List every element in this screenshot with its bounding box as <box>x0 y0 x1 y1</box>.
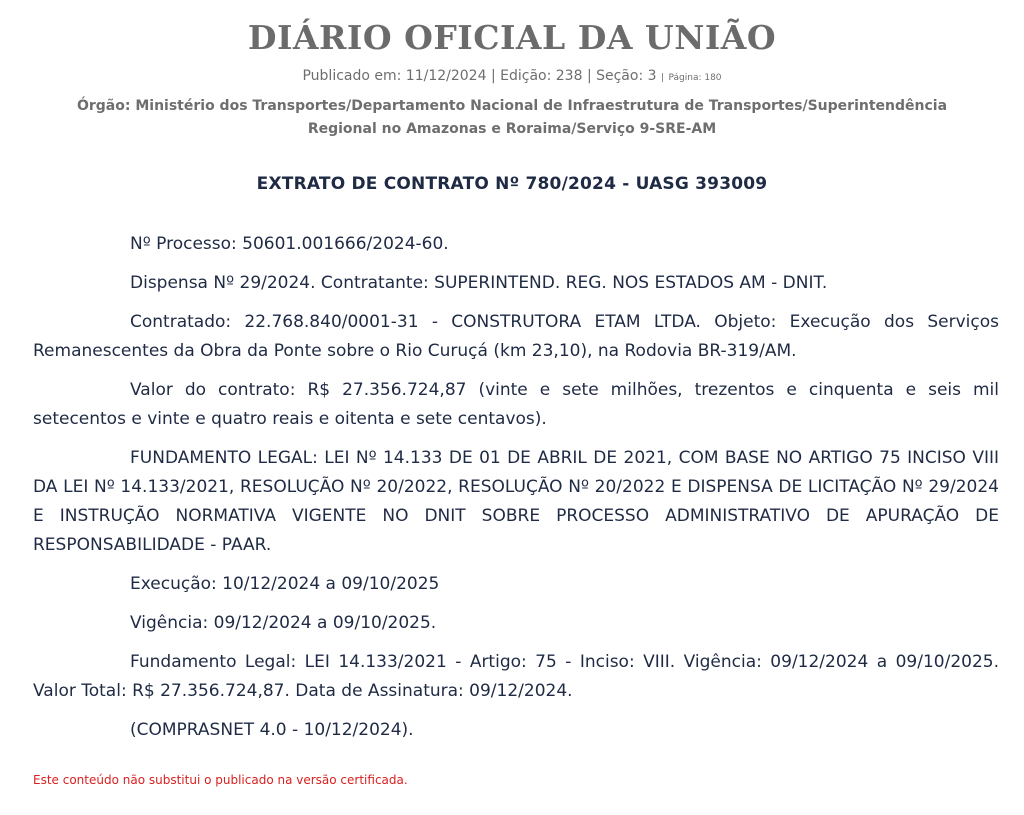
separator: | <box>586 68 592 84</box>
paragraph-vigencia: Vigência: 09/12/2024 a 09/10/2025. <box>130 613 437 633</box>
paragraph-execucao: Execução: 10/12/2024 a 09/10/2025 <box>130 574 440 594</box>
page-title: DIÁRIO OFICIAL DA UNIÃO <box>247 18 777 57</box>
page-number: Página: 180 <box>668 73 722 83</box>
page-header <box>0 0 1024 141</box>
paragraph-fundamento-legal: Fundamento Legal: LEI 14.133/2021 - Artigo: 75 - Inciso: VIII. Vigência: 09/12/2024 a 09/10/2025. Valor Total: R$ 27.356.724,87. Data de Assinatura: 09/12/2024. <box>33 652 999 701</box>
edition-number: Edição: 238 <box>500 68 583 84</box>
orgao-line: Órgão: Ministério dos Transportes/Departamento Nacional de Infraestrutura de Transportes/Superintendência Regional no Amazonas e Roraima/Serviço 9-SRE-AM <box>76 98 948 137</box>
paragraph-comprasnet: (COMPRASNET 4.0 - 10/12/2024). <box>130 720 414 740</box>
document-body <box>33 230 999 755</box>
publication-info <box>0 67 1024 87</box>
published-date: Publicado em: 11/12/2024 <box>302 68 487 84</box>
paragraph-contratado: Contratado: 22.768.840/0001-31 - CONSTRUTORA ETAM LTDA. Objeto: Execução dos Serviços Remanescentes da Obra da Ponte sobre o Rio Curuçá (km 23,10), na Rodovia BR-319/AM. <box>33 312 999 361</box>
section-number: Seção: 3 <box>596 68 657 84</box>
paragraph-processo: Nº Processo: 50601.001666/2024-60. <box>130 234 449 254</box>
separator: | <box>660 73 665 83</box>
paragraph-valor: Valor do contrato: R$ 27.356.724,87 (vinte e sete milhões, trezentos e cinquenta e seis mil setecentos e vinte e quatro reais e oitenta e sete centavos). <box>33 380 999 429</box>
paragraph-fundamento: FUNDAMENTO LEGAL: LEI Nº 14.133 DE 01 DE ABRIL DE 2021, COM BASE NO ARTIGO 75 INCISO VIII DA LEI Nº 14.133/2021, RESOLUÇÃO Nº 20/2022, RESOLUÇÃO Nº 20/2022 E DISPENSA DE LICITAÇÃO Nº 29/2024 E INSTRUÇÃO NORMATIVA VIGENTE NO DNIT SOBRE PROCESSO ADMINISTRATIVO DE APURAÇÃO DE RESPONSABILIDADE - PAAR. <box>33 448 999 555</box>
disclaimer-note: Este conteúdo não substitui o publicado na versão certificada. <box>33 773 408 787</box>
separator: | <box>490 68 496 84</box>
document-title: EXTRATO DE CONTRATO Nº 780/2024 - UASG 393009 <box>256 174 768 194</box>
paragraph-dispensa: Dispensa Nº 29/2024. Contratante: SUPERINTEND. REG. NOS ESTADOS AM - DNIT. <box>130 273 828 293</box>
